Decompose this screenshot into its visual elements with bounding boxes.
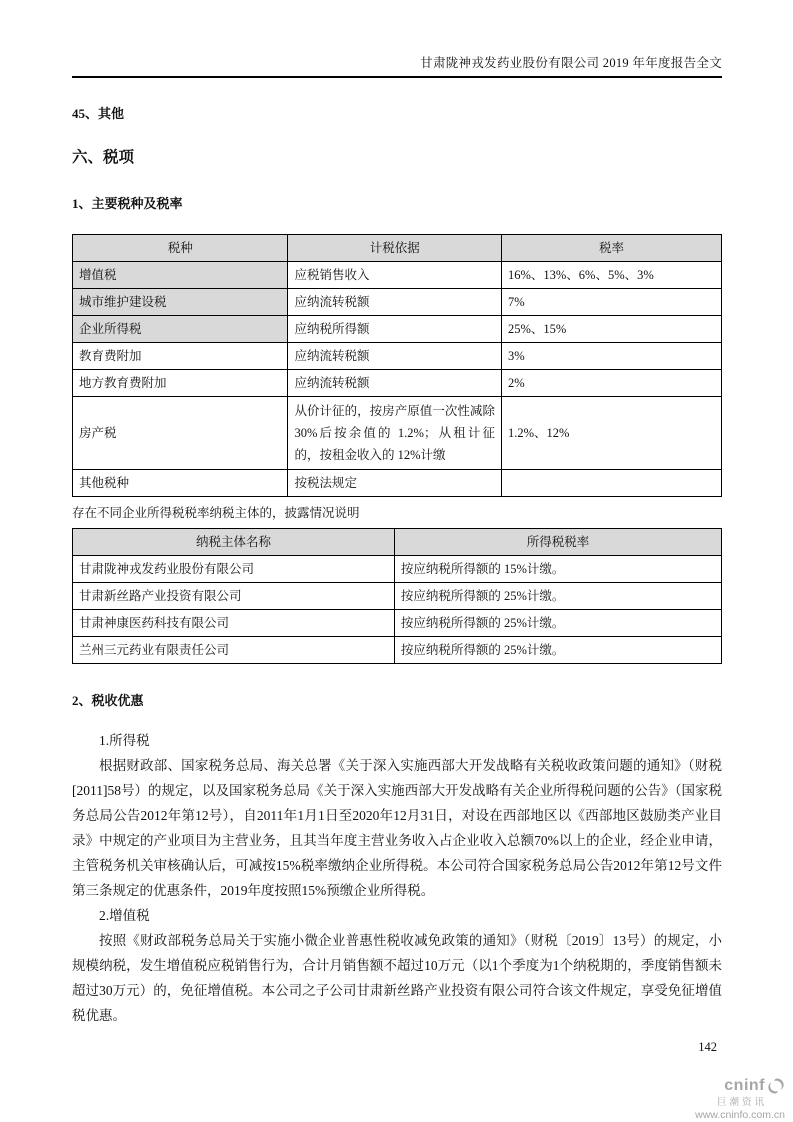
- cell-tax-basis: 应纳流转税额: [288, 289, 502, 316]
- cell-entity-rate: 按应纳税所得额的 25%计缴。: [394, 610, 721, 637]
- cninfo-swirl-icon: [767, 1077, 785, 1095]
- cell-entity-name: 甘肃陇神戎发药业股份有限公司: [73, 556, 395, 583]
- table-row: [73, 370, 722, 397]
- cell-tax-type: 城市维护建设税: [73, 289, 288, 316]
- report-header-title: 甘肃陇神戎发药业股份有限公司 2019 年年度报告全文: [72, 0, 722, 78]
- income-tax-paragraph: 根据财政部、国家税务总局、海关总署《关于深入实施西部大开发战略有关税收政策问题的通知》（财税[2011]58号）的规定，以及国家税务总局《关于深入实施西部大开发战略有关企业所得税问题的公告》（国家税务总局公告2012年第12号），自2011年1月1日至2020年12月31日，对设在西部地区以《西部地区鼓励类产业目录》中规定的产业项目为主营业务，且其当年度主营业务收入占企业收入总额70%以上的企业，经企业申请，主管税务机关审核确认后，可减按15%税率缴纳企业所得税。本公司符合国家税务总局公告2012年第12号文件第三条规定的优惠条件，2019年度按照15%预缴企业所得税。: [72, 758, 722, 898]
- table-row: [73, 610, 722, 637]
- table-row: [73, 316, 722, 343]
- cell-tax-rate: 1.2%、12%: [501, 397, 721, 470]
- cell-tax-type: 房产税: [73, 397, 288, 470]
- cell-tax-basis: 从价计征的，按房产原值一次性减除30%后按余值的 1.2%；从租计征的，按租金收入的 12%计缴: [288, 397, 502, 470]
- cell-tax-rate: 16%、13%、6%、5%、3%: [501, 262, 721, 289]
- vat-paragraph: 按照《财政部税务总局关于实施小微企业普惠性税收减免政策的通知》（财税〔2019〕13号）的规定，小规模纳税，发生增值税应税销售行为，合计月销售额不超过10万元（以1个季度为1个纳税期的，季度销售额未超过30万元）的，免征增值税。本公司之子公司甘肃新丝路产业投资有限公司符合该文件规定，享受免征增值税优惠。: [72, 933, 722, 1023]
- vat-label: 2.增值税: [99, 908, 150, 923]
- disclosure-note: 存在不同企业所得税税率纳税主体的，披露情况说明: [72, 506, 360, 520]
- cell-tax-basis: 应税销售收入: [288, 262, 502, 289]
- tax-rate-table-header-row: [73, 235, 722, 262]
- entity-table-header-row: [73, 529, 722, 556]
- cell-entity-rate: 按应纳税所得额的 25%计缴。: [394, 637, 721, 664]
- income-tax-label: 1.所得税: [99, 733, 150, 748]
- col-header-income-tax-rate: 所得税税率: [394, 529, 721, 556]
- heading-main-taxes: 1、主要税种及税率: [72, 196, 183, 211]
- table-row: [73, 556, 722, 583]
- cell-tax-rate: 7%: [501, 289, 721, 316]
- cell-tax-basis: 应纳流转税额: [288, 370, 502, 397]
- heading-tax-incentives: 2、税收优惠: [72, 693, 144, 708]
- col-header-entity-name: 纳税主体名称: [73, 529, 395, 556]
- cell-tax-type: 企业所得税: [73, 316, 288, 343]
- cell-tax-type: 地方教育费附加: [73, 370, 288, 397]
- cell-tax-rate: 2%: [501, 370, 721, 397]
- page-number: 142: [698, 1040, 717, 1054]
- cell-entity-rate: 按应纳税所得额的 15%计缴。: [394, 556, 721, 583]
- table-row: [73, 262, 722, 289]
- cell-entity-name: 甘肃神康医药科技有限公司: [73, 610, 395, 637]
- col-header-tax-type: 税种: [73, 235, 288, 262]
- cell-tax-rate: [501, 470, 721, 497]
- cell-tax-rate: 25%、15%: [501, 316, 721, 343]
- table-row: [73, 470, 722, 497]
- table-row: [73, 343, 722, 370]
- cell-tax-basis: 按税法规定: [288, 470, 502, 497]
- table-row: [73, 583, 722, 610]
- cninfo-logo: [695, 1077, 785, 1121]
- cell-tax-basis: 应纳流转税额: [288, 343, 502, 370]
- table-row: [73, 637, 722, 664]
- col-header-tax-basis: 计税依据: [288, 235, 502, 262]
- col-header-tax-rate: 税率: [501, 235, 721, 262]
- cell-tax-basis: 应纳税所得额: [288, 316, 502, 343]
- heading-45-other: 45、其他: [72, 106, 125, 121]
- cninfo-logo-subtext: 巨潮资讯: [716, 1098, 767, 1108]
- cell-tax-rate: 3%: [501, 343, 721, 370]
- table-row: [73, 397, 722, 470]
- cell-tax-type: 其他税种: [73, 470, 288, 497]
- cell-tax-type: 教育费附加: [73, 343, 288, 370]
- cell-entity-name: 甘肃新丝路产业投资有限公司: [73, 583, 395, 610]
- heading-tax-section: 六、税项: [72, 149, 135, 166]
- tax-rate-table: [72, 234, 722, 497]
- table-row: [73, 289, 722, 316]
- entity-rate-table: [72, 528, 722, 664]
- cell-entity-name: 兰州三元药业有限责任公司: [73, 637, 395, 664]
- page-content: [72, 0, 722, 1028]
- cell-tax-type: 增值税: [73, 262, 288, 289]
- cell-entity-rate: 按应纳税所得额的 25%计缴。: [394, 583, 721, 610]
- cninfo-logo-url: www.cninfo.com.cn: [695, 1109, 785, 1121]
- incentives-text-block: [72, 728, 722, 1028]
- cninfo-logo-text: cninf: [724, 1077, 765, 1094]
